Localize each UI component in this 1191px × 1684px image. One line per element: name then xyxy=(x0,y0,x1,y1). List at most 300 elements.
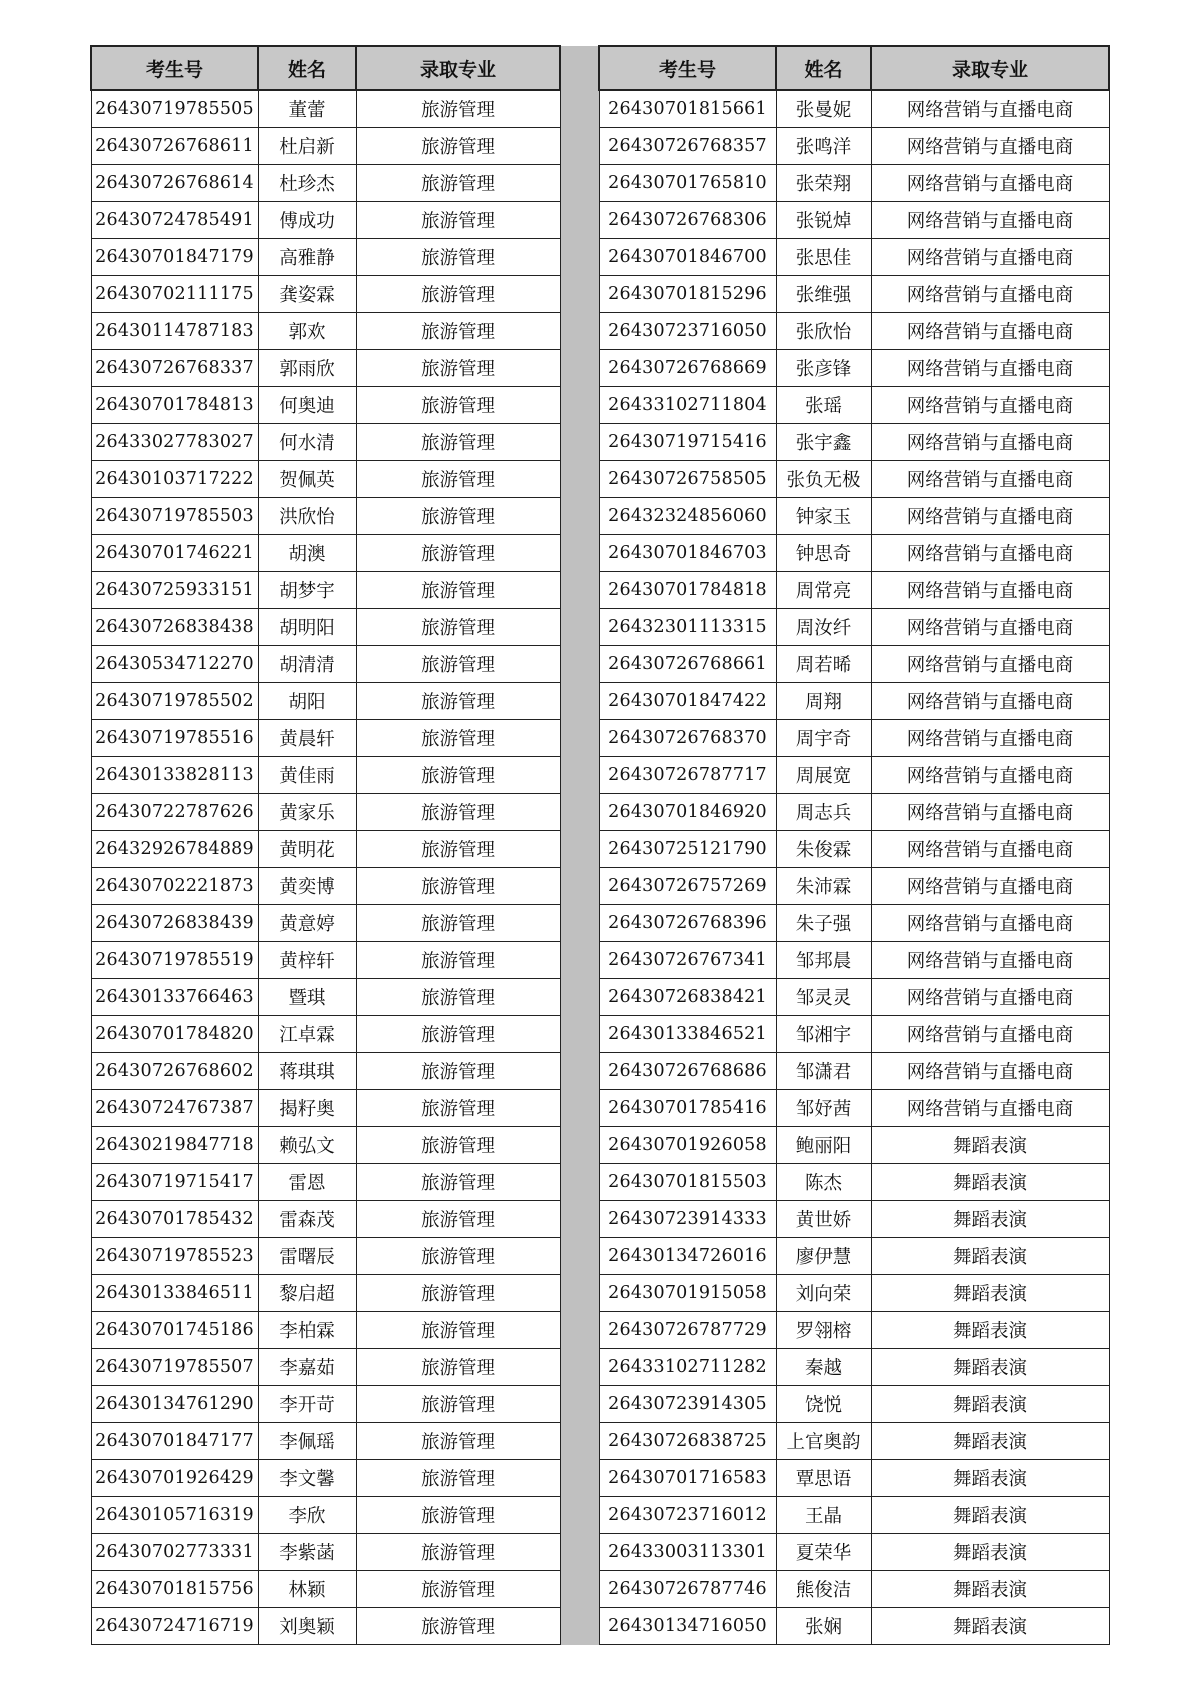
left-major-cell: 旅游管理 xyxy=(356,1090,560,1127)
right-exam-id-cell: 26430701846700 xyxy=(599,239,776,276)
table-row xyxy=(91,942,1109,979)
right-student-name-cell: 周展宽 xyxy=(776,757,871,794)
right-student-name-cell: 张维强 xyxy=(776,276,871,313)
right-exam-id-cell: 26432301113315 xyxy=(599,609,776,646)
right-major-cell: 网络营销与直播电商 xyxy=(871,942,1109,979)
right-exam-id-cell: 26433102711804 xyxy=(599,387,776,424)
left-major-cell: 旅游管理 xyxy=(356,90,560,128)
left-student-name-cell: 胡明阳 xyxy=(258,609,356,646)
table-row xyxy=(91,90,1109,128)
right-exam-id-cell: 26430701815296 xyxy=(599,276,776,313)
right-major-cell: 网络营销与直播电商 xyxy=(871,498,1109,535)
column-divider xyxy=(560,90,599,128)
right-student-name-cell: 张荣翔 xyxy=(776,165,871,202)
right-student-name-cell: 秦越 xyxy=(776,1349,871,1386)
header-left-exam-id: 考生号 xyxy=(91,46,258,90)
right-exam-id-cell: 26430726768370 xyxy=(599,720,776,757)
left-major-cell: 旅游管理 xyxy=(356,350,560,387)
right-exam-id-cell: 26430726787746 xyxy=(599,1571,776,1608)
column-divider xyxy=(560,609,599,646)
right-major-cell: 网络营销与直播电商 xyxy=(871,165,1109,202)
left-major-cell: 旅游管理 xyxy=(356,1460,560,1497)
column-divider xyxy=(560,1238,599,1275)
left-major-cell: 旅游管理 xyxy=(356,1423,560,1460)
left-major-cell: 旅游管理 xyxy=(356,794,560,831)
left-exam-id-cell: 26430701745186 xyxy=(91,1312,258,1349)
admission-list-sheet xyxy=(90,45,1108,1645)
column-divider xyxy=(560,794,599,831)
right-student-name-cell: 张彦锋 xyxy=(776,350,871,387)
right-major-cell: 网络营销与直播电商 xyxy=(871,461,1109,498)
right-exam-id-cell: 26430701846703 xyxy=(599,535,776,572)
left-student-name-cell: 李文馨 xyxy=(258,1460,356,1497)
right-major-cell: 网络营销与直播电商 xyxy=(871,90,1109,128)
right-major-cell: 舞蹈表演 xyxy=(871,1460,1109,1497)
right-exam-id-cell: 26430726768661 xyxy=(599,646,776,683)
header-left-major: 录取专业 xyxy=(356,46,560,90)
table-row xyxy=(91,868,1109,905)
admission-table xyxy=(90,45,1110,1645)
right-student-name-cell: 覃思语 xyxy=(776,1460,871,1497)
column-divider xyxy=(560,979,599,1016)
column-divider xyxy=(560,1571,599,1608)
left-student-name-cell: 黄奕博 xyxy=(258,868,356,905)
column-divider xyxy=(560,202,599,239)
left-exam-id-cell: 26430724716719 xyxy=(91,1608,258,1645)
right-student-name-cell: 张娴 xyxy=(776,1608,871,1645)
table-row xyxy=(91,1275,1109,1312)
left-major-cell: 旅游管理 xyxy=(356,905,560,942)
table-row xyxy=(91,1349,1109,1386)
left-student-name-cell: 郭雨欣 xyxy=(258,350,356,387)
left-major-cell: 旅游管理 xyxy=(356,1053,560,1090)
column-divider xyxy=(560,498,599,535)
left-exam-id-cell: 26430719785502 xyxy=(91,683,258,720)
left-major-cell: 旅游管理 xyxy=(356,942,560,979)
left-student-name-cell: 黄明花 xyxy=(258,831,356,868)
left-exam-id-cell: 26430719715417 xyxy=(91,1164,258,1201)
table-row xyxy=(91,461,1109,498)
table-row xyxy=(91,239,1109,276)
table-row xyxy=(91,757,1109,794)
left-exam-id-cell: 26430719785505 xyxy=(91,90,258,128)
right-exam-id-cell: 26430726787729 xyxy=(599,1312,776,1349)
table-row xyxy=(91,979,1109,1016)
table-row xyxy=(91,720,1109,757)
right-student-name-cell: 周翔 xyxy=(776,683,871,720)
left-major-cell: 旅游管理 xyxy=(356,239,560,276)
table-row xyxy=(91,1016,1109,1053)
right-student-name-cell: 鲍丽阳 xyxy=(776,1127,871,1164)
left-student-name-cell: 刘奥颖 xyxy=(258,1608,356,1645)
left-student-name-cell: 蒋琪琪 xyxy=(258,1053,356,1090)
right-major-cell: 网络营销与直播电商 xyxy=(871,239,1109,276)
header-row xyxy=(91,46,1109,90)
right-student-name-cell: 邹妤茜 xyxy=(776,1090,871,1127)
right-exam-id-cell: 26430723914305 xyxy=(599,1386,776,1423)
left-exam-id-cell: 26430219847718 xyxy=(91,1127,258,1164)
table-row xyxy=(91,276,1109,313)
right-exam-id-cell: 26430726768306 xyxy=(599,202,776,239)
right-exam-id-cell: 26432324856060 xyxy=(599,498,776,535)
right-student-name-cell: 钟思奇 xyxy=(776,535,871,572)
right-major-cell: 网络营销与直播电商 xyxy=(871,313,1109,350)
left-student-name-cell: 胡阳 xyxy=(258,683,356,720)
right-student-name-cell: 邹邦晨 xyxy=(776,942,871,979)
column-divider xyxy=(560,831,599,868)
left-student-name-cell: 李开苛 xyxy=(258,1386,356,1423)
right-major-cell: 网络营销与直播电商 xyxy=(871,905,1109,942)
table-row xyxy=(91,1127,1109,1164)
left-major-cell: 旅游管理 xyxy=(356,313,560,350)
right-major-cell: 网络营销与直播电商 xyxy=(871,1016,1109,1053)
table-row xyxy=(91,572,1109,609)
left-student-name-cell: 傅成功 xyxy=(258,202,356,239)
left-exam-id-cell: 26432926784889 xyxy=(91,831,258,868)
column-divider xyxy=(560,1053,599,1090)
right-major-cell: 舞蹈表演 xyxy=(871,1238,1109,1275)
right-major-cell: 舞蹈表演 xyxy=(871,1608,1109,1645)
right-student-name-cell: 饶悦 xyxy=(776,1386,871,1423)
column-divider xyxy=(560,461,599,498)
right-student-name-cell: 张瑶 xyxy=(776,387,871,424)
right-exam-id-cell: 26430723716050 xyxy=(599,313,776,350)
table-row xyxy=(91,1312,1109,1349)
left-exam-id-cell: 26430726768337 xyxy=(91,350,258,387)
left-student-name-cell: 胡澳 xyxy=(258,535,356,572)
column-divider xyxy=(560,1201,599,1238)
table-row xyxy=(91,535,1109,572)
right-student-name-cell: 朱子强 xyxy=(776,905,871,942)
right-major-cell: 网络营销与直播电商 xyxy=(871,979,1109,1016)
table-row xyxy=(91,683,1109,720)
right-student-name-cell: 张思佳 xyxy=(776,239,871,276)
left-student-name-cell: 林颖 xyxy=(258,1571,356,1608)
left-exam-id-cell: 26430701784820 xyxy=(91,1016,258,1053)
left-student-name-cell: 何水清 xyxy=(258,424,356,461)
column-divider xyxy=(560,720,599,757)
table-row xyxy=(91,1608,1109,1645)
right-exam-id-cell: 26430726787717 xyxy=(599,757,776,794)
column-divider xyxy=(560,572,599,609)
column-divider xyxy=(560,1534,599,1571)
left-exam-id-cell: 26430114787183 xyxy=(91,313,258,350)
header-right-name: 姓名 xyxy=(776,46,871,90)
right-major-cell: 网络营销与直播电商 xyxy=(871,868,1109,905)
right-student-name-cell: 张宇鑫 xyxy=(776,424,871,461)
right-major-cell: 舞蹈表演 xyxy=(871,1164,1109,1201)
table-row xyxy=(91,646,1109,683)
right-exam-id-cell: 26430134726016 xyxy=(599,1238,776,1275)
right-major-cell: 舞蹈表演 xyxy=(871,1127,1109,1164)
right-student-name-cell: 周若晞 xyxy=(776,646,871,683)
right-student-name-cell: 张锐焯 xyxy=(776,202,871,239)
right-major-cell: 舞蹈表演 xyxy=(871,1349,1109,1386)
left-exam-id-cell: 26430719785523 xyxy=(91,1238,258,1275)
left-major-cell: 旅游管理 xyxy=(356,424,560,461)
right-exam-id-cell: 26430723914333 xyxy=(599,1201,776,1238)
right-major-cell: 网络营销与直播电商 xyxy=(871,720,1109,757)
column-divider xyxy=(560,1275,599,1312)
left-student-name-cell: 赖弘文 xyxy=(258,1127,356,1164)
left-student-name-cell: 胡清清 xyxy=(258,646,356,683)
left-student-name-cell: 雷曙辰 xyxy=(258,1238,356,1275)
right-major-cell: 网络营销与直播电商 xyxy=(871,128,1109,165)
column-divider xyxy=(560,1164,599,1201)
column-divider xyxy=(560,350,599,387)
right-student-name-cell: 邹灵灵 xyxy=(776,979,871,1016)
right-student-name-cell: 夏荣华 xyxy=(776,1534,871,1571)
right-exam-id-cell: 26430701847422 xyxy=(599,683,776,720)
left-student-name-cell: 郭欢 xyxy=(258,313,356,350)
table-row xyxy=(91,1164,1109,1201)
column-divider xyxy=(560,1608,599,1645)
left-student-name-cell: 李嘉茹 xyxy=(258,1349,356,1386)
right-major-cell: 网络营销与直播电商 xyxy=(871,202,1109,239)
right-major-cell: 舞蹈表演 xyxy=(871,1423,1109,1460)
table-row xyxy=(91,1497,1109,1534)
right-major-cell: 舞蹈表演 xyxy=(871,1312,1109,1349)
right-major-cell: 网络营销与直播电商 xyxy=(871,387,1109,424)
left-exam-id-cell: 26430701784813 xyxy=(91,387,258,424)
right-exam-id-cell: 26430719715416 xyxy=(599,424,776,461)
right-student-name-cell: 朱俊霖 xyxy=(776,831,871,868)
left-exam-id-cell: 26430702773331 xyxy=(91,1534,258,1571)
right-major-cell: 网络营销与直播电商 xyxy=(871,757,1109,794)
left-major-cell: 旅游管理 xyxy=(356,683,560,720)
column-divider xyxy=(560,646,599,683)
table-row xyxy=(91,1460,1109,1497)
table-row xyxy=(91,1423,1109,1460)
left-student-name-cell: 李佩瑶 xyxy=(258,1423,356,1460)
right-exam-id-cell: 26430701846920 xyxy=(599,794,776,831)
right-student-name-cell: 陈杰 xyxy=(776,1164,871,1201)
right-exam-id-cell: 26430726768357 xyxy=(599,128,776,165)
left-major-cell: 旅游管理 xyxy=(356,1608,560,1645)
left-major-cell: 旅游管理 xyxy=(356,535,560,572)
right-major-cell: 网络营销与直播电商 xyxy=(871,609,1109,646)
left-student-name-cell: 黄意婷 xyxy=(258,905,356,942)
right-exam-id-cell: 26430701785416 xyxy=(599,1090,776,1127)
left-student-name-cell: 董蕾 xyxy=(258,90,356,128)
left-student-name-cell: 杜启新 xyxy=(258,128,356,165)
left-exam-id-cell: 26430719785507 xyxy=(91,1349,258,1386)
left-student-name-cell: 黄梓轩 xyxy=(258,942,356,979)
left-exam-id-cell: 26430701815756 xyxy=(91,1571,258,1608)
table-row xyxy=(91,794,1109,831)
right-major-cell: 舞蹈表演 xyxy=(871,1386,1109,1423)
table-row xyxy=(91,1534,1109,1571)
left-major-cell: 旅游管理 xyxy=(356,1386,560,1423)
table-body xyxy=(91,90,1109,1645)
column-divider xyxy=(560,683,599,720)
right-major-cell: 网络营销与直播电商 xyxy=(871,535,1109,572)
right-major-cell: 网络营销与直播电商 xyxy=(871,646,1109,683)
table-row xyxy=(91,387,1109,424)
right-exam-id-cell: 26430701784818 xyxy=(599,572,776,609)
left-student-name-cell: 李紫菡 xyxy=(258,1534,356,1571)
right-exam-id-cell: 26430726768686 xyxy=(599,1053,776,1090)
left-exam-id-cell: 26430726838438 xyxy=(91,609,258,646)
header-right-exam-id: 考生号 xyxy=(599,46,776,90)
table-row xyxy=(91,1238,1109,1275)
table-row xyxy=(91,1053,1109,1090)
right-student-name-cell: 张鸣洋 xyxy=(776,128,871,165)
left-exam-id-cell: 26430133828113 xyxy=(91,757,258,794)
left-major-cell: 旅游管理 xyxy=(356,1571,560,1608)
left-exam-id-cell: 26430724767387 xyxy=(91,1090,258,1127)
right-student-name-cell: 王晶 xyxy=(776,1497,871,1534)
right-exam-id-cell: 26430726758505 xyxy=(599,461,776,498)
table-row xyxy=(91,831,1109,868)
column-divider xyxy=(560,165,599,202)
left-exam-id-cell: 26430702221873 xyxy=(91,868,258,905)
left-exam-id-cell: 26430722787626 xyxy=(91,794,258,831)
column-divider xyxy=(560,1349,599,1386)
table-row xyxy=(91,1386,1109,1423)
left-major-cell: 旅游管理 xyxy=(356,1238,560,1275)
left-major-cell: 旅游管理 xyxy=(356,1164,560,1201)
column-divider xyxy=(560,128,599,165)
left-exam-id-cell: 26430719785503 xyxy=(91,498,258,535)
right-student-name-cell: 周汝纤 xyxy=(776,609,871,646)
left-major-cell: 旅游管理 xyxy=(356,498,560,535)
left-major-cell: 旅游管理 xyxy=(356,165,560,202)
right-student-name-cell: 张欣怡 xyxy=(776,313,871,350)
right-major-cell: 网络营销与直播电商 xyxy=(871,1090,1109,1127)
left-major-cell: 旅游管理 xyxy=(356,202,560,239)
left-exam-id-cell: 26430534712270 xyxy=(91,646,258,683)
table-row xyxy=(91,202,1109,239)
left-student-name-cell: 雷恩 xyxy=(258,1164,356,1201)
left-exam-id-cell: 26430702111175 xyxy=(91,276,258,313)
right-student-name-cell: 罗翎榕 xyxy=(776,1312,871,1349)
right-major-cell: 舞蹈表演 xyxy=(871,1201,1109,1238)
left-student-name-cell: 何奥迪 xyxy=(258,387,356,424)
column-divider xyxy=(560,313,599,350)
right-major-cell: 网络营销与直播电商 xyxy=(871,683,1109,720)
right-major-cell: 网络营销与直播电商 xyxy=(871,794,1109,831)
left-major-cell: 旅游管理 xyxy=(356,831,560,868)
right-major-cell: 网络营销与直播电商 xyxy=(871,424,1109,461)
column-divider xyxy=(560,1312,599,1349)
left-major-cell: 旅游管理 xyxy=(356,1312,560,1349)
left-student-name-cell: 雷森茂 xyxy=(258,1201,356,1238)
left-student-name-cell: 黎启超 xyxy=(258,1275,356,1312)
right-exam-id-cell: 26430701716583 xyxy=(599,1460,776,1497)
column-divider xyxy=(560,276,599,313)
left-student-name-cell: 暨琪 xyxy=(258,979,356,1016)
right-student-name-cell: 周志兵 xyxy=(776,794,871,831)
column-divider xyxy=(560,46,599,90)
header-left-name: 姓名 xyxy=(258,46,356,90)
table-row xyxy=(91,498,1109,535)
left-exam-id-cell: 26430701926429 xyxy=(91,1460,258,1497)
left-major-cell: 旅游管理 xyxy=(356,1497,560,1534)
right-student-name-cell: 周常亮 xyxy=(776,572,871,609)
left-major-cell: 旅游管理 xyxy=(356,461,560,498)
left-major-cell: 旅游管理 xyxy=(356,979,560,1016)
left-student-name-cell: 胡梦宇 xyxy=(258,572,356,609)
left-major-cell: 旅游管理 xyxy=(356,609,560,646)
right-major-cell: 网络营销与直播电商 xyxy=(871,831,1109,868)
column-divider xyxy=(560,868,599,905)
left-student-name-cell: 贺佩英 xyxy=(258,461,356,498)
table-row xyxy=(91,313,1109,350)
table-row xyxy=(91,424,1109,461)
header-right-major: 录取专业 xyxy=(871,46,1109,90)
right-major-cell: 舞蹈表演 xyxy=(871,1275,1109,1312)
right-student-name-cell: 廖伊慧 xyxy=(776,1238,871,1275)
left-exam-id-cell: 26430701785432 xyxy=(91,1201,258,1238)
left-major-cell: 旅游管理 xyxy=(356,1127,560,1164)
left-exam-id-cell: 26430726838439 xyxy=(91,905,258,942)
left-exam-id-cell: 26430719785516 xyxy=(91,720,258,757)
right-major-cell: 舞蹈表演 xyxy=(871,1571,1109,1608)
left-exam-id-cell: 26430133846511 xyxy=(91,1275,258,1312)
column-divider xyxy=(560,1016,599,1053)
left-major-cell: 旅游管理 xyxy=(356,387,560,424)
left-major-cell: 旅游管理 xyxy=(356,868,560,905)
right-student-name-cell: 刘向荣 xyxy=(776,1275,871,1312)
right-exam-id-cell: 26430723716012 xyxy=(599,1497,776,1534)
left-student-name-cell: 揭籽奥 xyxy=(258,1090,356,1127)
table-row xyxy=(91,1571,1109,1608)
column-divider xyxy=(560,424,599,461)
left-exam-id-cell: 26430701746221 xyxy=(91,535,258,572)
right-exam-id-cell: 26430726767341 xyxy=(599,942,776,979)
left-exam-id-cell: 26430701847177 xyxy=(91,1423,258,1460)
table-row xyxy=(91,609,1109,646)
column-divider xyxy=(560,387,599,424)
left-major-cell: 旅游管理 xyxy=(356,572,560,609)
left-major-cell: 旅游管理 xyxy=(356,1016,560,1053)
left-major-cell: 旅游管理 xyxy=(356,1201,560,1238)
left-exam-id-cell: 26430105716319 xyxy=(91,1497,258,1534)
left-exam-id-cell: 26430725933151 xyxy=(91,572,258,609)
right-student-name-cell: 周宇奇 xyxy=(776,720,871,757)
right-student-name-cell: 熊俊洁 xyxy=(776,1571,871,1608)
left-exam-id-cell: 26430133766463 xyxy=(91,979,258,1016)
left-student-name-cell: 龚姿霖 xyxy=(258,276,356,313)
table-row xyxy=(91,165,1109,202)
right-exam-id-cell: 26430726768396 xyxy=(599,905,776,942)
left-major-cell: 旅游管理 xyxy=(356,1275,560,1312)
left-student-name-cell: 江卓霖 xyxy=(258,1016,356,1053)
left-exam-id-cell: 26430724785491 xyxy=(91,202,258,239)
right-exam-id-cell: 26430726838421 xyxy=(599,979,776,1016)
column-divider xyxy=(560,1127,599,1164)
left-student-name-cell: 高雅静 xyxy=(258,239,356,276)
right-student-name-cell: 张曼妮 xyxy=(776,90,871,128)
table-row xyxy=(91,1090,1109,1127)
table-row xyxy=(91,1201,1109,1238)
column-divider xyxy=(560,757,599,794)
left-major-cell: 旅游管理 xyxy=(356,128,560,165)
right-exam-id-cell: 26430133846521 xyxy=(599,1016,776,1053)
right-student-name-cell: 张负无极 xyxy=(776,461,871,498)
left-student-name-cell: 黄家乐 xyxy=(258,794,356,831)
right-student-name-cell: 朱沛霖 xyxy=(776,868,871,905)
left-exam-id-cell: 26430726768611 xyxy=(91,128,258,165)
left-major-cell: 旅游管理 xyxy=(356,757,560,794)
right-student-name-cell: 邹湘宇 xyxy=(776,1016,871,1053)
column-divider xyxy=(560,1090,599,1127)
column-divider xyxy=(560,239,599,276)
right-major-cell: 网络营销与直播电商 xyxy=(871,276,1109,313)
left-student-name-cell: 李欣 xyxy=(258,1497,356,1534)
right-exam-id-cell: 26430701765810 xyxy=(599,165,776,202)
